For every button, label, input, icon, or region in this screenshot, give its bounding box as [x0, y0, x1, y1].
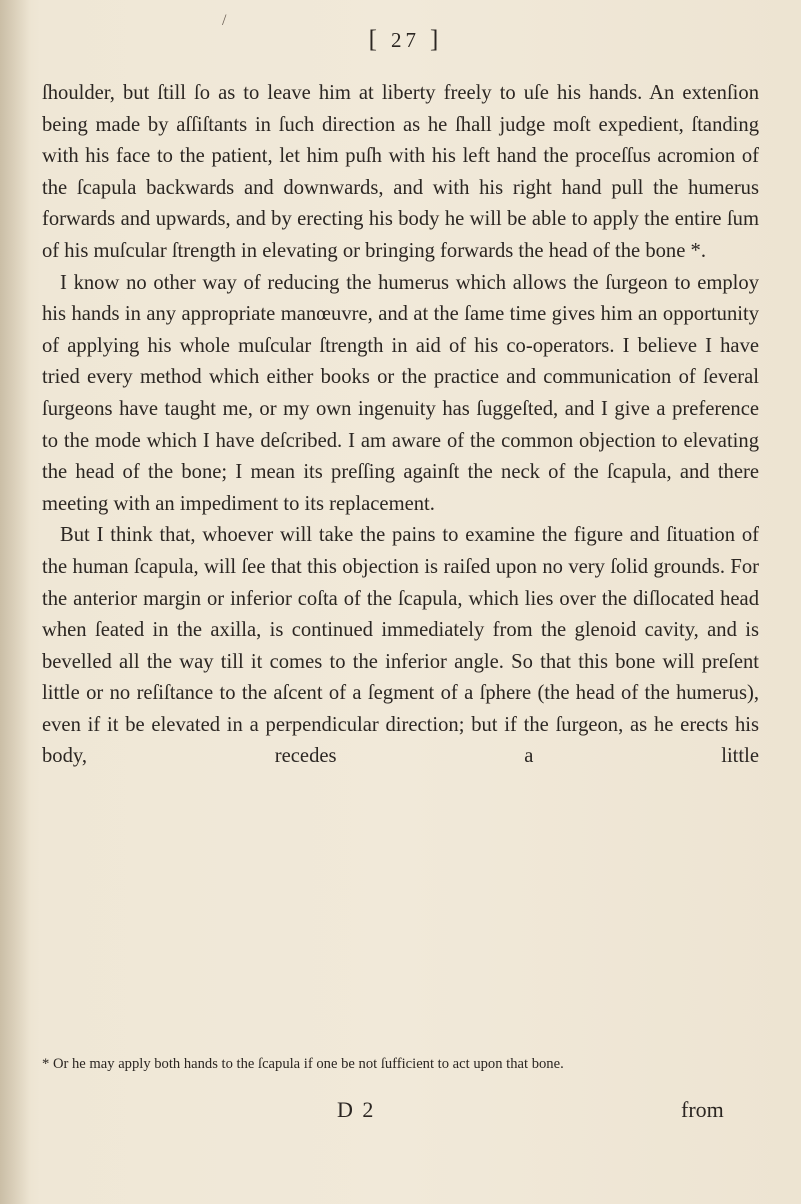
page-number: 27 — [391, 28, 420, 52]
signature-mark: D 2 — [337, 1097, 376, 1122]
paragraph-2: I know no other way of reducing the humerus which allows the ſurgeon to employ his hands in any appropriate manœuvre, and at the ſame time gives him an opportunity of applying his whole muſcular ſtrength in aid of his co-operators. I believe I have tried every method which either books or the practice and communication of ſeveral ſurgeons have taught me, or my own ingenuity has ſuggeſted, and I give a preference to the mode which I have deſcribed. I am aware of the common objection to elevating the head of the bone; I mean its preſſing againſt the neck of the ſcapula, and there meeting with an impediment to its replacement. — [42, 271, 759, 515]
corner-mark: / — [222, 12, 227, 29]
catchword: from — [681, 1097, 724, 1122]
header-bracket-open: [ — [368, 26, 381, 53]
header-bracket-close: ] — [430, 26, 443, 53]
gutter-shadow — [0, 0, 30, 1204]
body-text — [42, 78, 759, 773]
footnote: * Or he may apply both hands to the ſcapula if one be not ſufficient to act upon that bone. — [42, 1056, 564, 1072]
paragraph-1: ſhoulder, but ſtill ſo as to leave him at liberty freely to uſe his hands. An extenſion being made by aſſiſtants in ſuch direction as he ſhall judge moſt expedient, ſtanding with his face to the patient, let him puſh with his left hand the proceſſus acromion of the ſcapula backwards and downwards, and with his right hand pull the humerus forwards and upwards, and by erecting his body he will be able to apply the entire ſum of his muſcular ſtrength in elevating or bringing forwards the head of the bone *. — [42, 82, 759, 262]
paragraph-3: But I think that, whoever will take the pains to examine the figure and ſituation of the human ſcapula, will ſee that this objection is raiſed upon no very ſolid grounds. For the anterior margin or inferior coſta of the ſcapula, which lies over the diſlocated head when ſeated in the axilla, is continued immediately from the glenoid cavity, and is bevelled all the way till it comes to the inferior angle. So that this bone will preſent little or no reſiſtance to the aſcent of a ſegment of a ſphere (the head of the humerus), even if it be elevated in a perpendicular direction; but if the ſurgeon, as he erects his body, recedes a little — [42, 524, 759, 768]
page-header — [0, 26, 801, 54]
